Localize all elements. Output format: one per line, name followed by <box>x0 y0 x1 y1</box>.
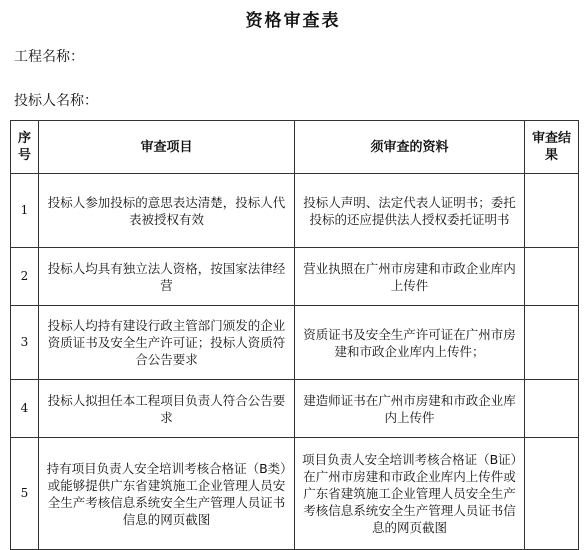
table-row <box>11 438 579 550</box>
row-docs: 项目负责人安全培训考核合格证（B证）在广州市房建和市政企业库内上传件或广东省建筑施工企业管理人员安全生产考核信息系统安全生产管理人员证书信息的网页截图 <box>295 438 525 550</box>
row-num: 3 <box>11 306 39 380</box>
row-docs: 建造师证书在广州市房建和市政企业库内上传件 <box>295 380 525 438</box>
header-item: 审查项目 <box>39 121 295 174</box>
project-name-label: 工程名称： <box>14 49 84 65</box>
row-docs: 营业执照在广州市房建和市政企业库内上传件 <box>295 248 525 306</box>
row-num: 5 <box>11 438 39 550</box>
row-item: 持有项目负责人安全培训考核合格证（B类）或能够提供广东省建筑施工企业管理人员安全生产考核信息系统安全生产管理人员证书信息的网页截图 <box>39 438 295 550</box>
row-num: 4 <box>11 380 39 438</box>
row-result <box>525 380 579 438</box>
row-result <box>525 174 579 248</box>
row-docs: 投标人声明、法定代表人证明书；委托投标的还应提供法人授权委托证明书 <box>295 174 525 248</box>
row-docs: 资质证书及安全生产许可证在广州市房建和市政企业库内上传件； <box>295 306 525 380</box>
row-item: 投标人拟担任本工程项目负责人符合公告要求 <box>39 380 295 438</box>
table-row <box>11 306 579 380</box>
header-result: 审查结果 <box>525 121 579 174</box>
bidder-name-label: 投标人名称： <box>14 93 98 109</box>
row-item: 投标人均具有独立法人资格，按国家法律经营 <box>39 248 295 306</box>
row-result <box>525 306 579 380</box>
row-item: 投标人均持有建设行政主管部门颁发的企业资质证书及安全生产许可证；投标人资质符合公告要求 <box>39 306 295 380</box>
table-header-row <box>11 121 579 174</box>
table-row <box>11 248 579 306</box>
qualification-review-table <box>10 120 579 550</box>
row-num: 2 <box>11 248 39 306</box>
row-item: 投标人参加投标的意思表达清楚，投标人代表被授权有效 <box>39 174 295 248</box>
row-num: 1 <box>11 174 39 248</box>
table-row <box>11 380 579 438</box>
row-result <box>525 438 579 550</box>
table-row <box>11 174 579 248</box>
page-title: 资格审查表 <box>245 11 341 31</box>
header-docs: 须审查的资料 <box>295 121 525 174</box>
row-result <box>525 248 579 306</box>
header-num: 序号 <box>11 121 39 174</box>
